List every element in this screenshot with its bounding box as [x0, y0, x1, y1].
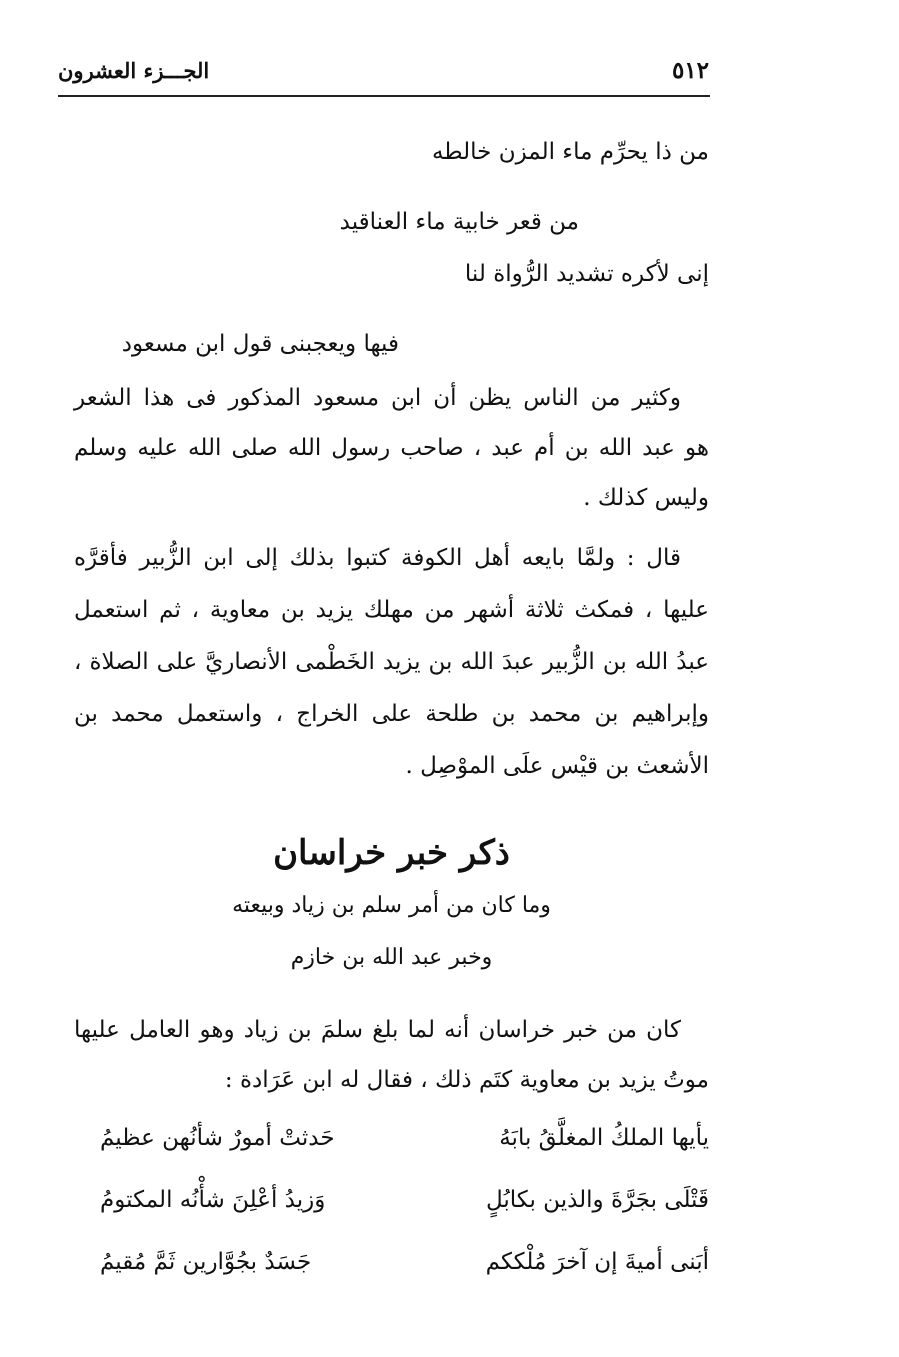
section-subtitle: وما كان من أمر سلم بن زياد وبيعته [232, 893, 551, 918]
page-number: ٥١٢ [671, 56, 709, 84]
section-title: ذكر خبر خراسان [273, 833, 510, 873]
verse-line: فيها ويعجبنى قول ابن مسعود [121, 331, 399, 357]
verse [100, 1236, 709, 1288]
header-rule [58, 95, 710, 97]
verse-second-hemistich: جَسَدٌ بجُوَّارين ثَمَّ مُقيمُ [100, 1249, 312, 1275]
verse-first-hemistich: قَتْلَى بجَرَّةَ والذين بكابُلٍ [485, 1187, 709, 1213]
verse-line: من قعر خابية ماء العناقيد [339, 209, 579, 235]
paragraph-line: وليس كذلك . [583, 485, 709, 511]
paragraph-line: الأشعث بن قيْس علَى الموْصِل . [405, 753, 709, 779]
paragraph-line: قال : ولمَّا بايعه أهل الكوفة كتبوا بذلك إلى ابن الزُّبير فأقرَّه [74, 545, 681, 571]
paragraph-line: هو عبد الله بن أم عبد ، صاحب رسول الله صلى الله عليه وسلم [74, 435, 709, 461]
verse-line: إنى لأكره تشديد الرُّواة لنا [464, 261, 709, 287]
paragraph-line: عليها ، فمكث ثلاثة أشهر من مهلك يزيد بن معاوية ، ثم استعمل [74, 597, 709, 623]
verse [100, 1174, 709, 1226]
paragraph-line: عبدُ الله بن الزُّبير عبدَ الله بن يزيد الخَطْمى الأنصاريَّ على الصلاة ، [74, 649, 709, 675]
paragraph-line: كان من خبر خراسان أنه لما بلغ سلمَ بن زياد وهو العامل عليها [74, 1017, 681, 1043]
verse-first-hemistich: أبَنى أميةَ إن آخرَ مُلْككم [485, 1249, 709, 1275]
paragraph-line: وإبراهيم بن محمد بن طلحة على الخراج ، واستعمل محمد بن [74, 701, 709, 727]
page-header [58, 52, 709, 88]
verse-second-hemistich: وَزيدُ أعْلِنَ شأْنُه المكتومُ [100, 1187, 326, 1213]
paragraph-line: موتُ يزيد بن معاوية كتَم ذلك ، فقال له ابن عَرَادة : [224, 1067, 709, 1093]
verse-line: من ذا يحرِّم ماء المزن خالطه [431, 139, 709, 165]
verse-first-hemistich: يأيها الملكُ المغلَّقُ بابَهُ [499, 1125, 709, 1151]
paragraph-line: وكثير من الناس يظن أن ابن مسعود المذكور فى هذا الشعر [74, 385, 681, 411]
verse-second-hemistich: حَدثتْ أمورٌ شأنُهن عظيمُ [100, 1125, 335, 1151]
section-subtitle: وخبر عبد الله بن خازم [290, 945, 493, 970]
verse [100, 1112, 709, 1164]
running-head: الجـــزء العشرون [58, 57, 210, 83]
